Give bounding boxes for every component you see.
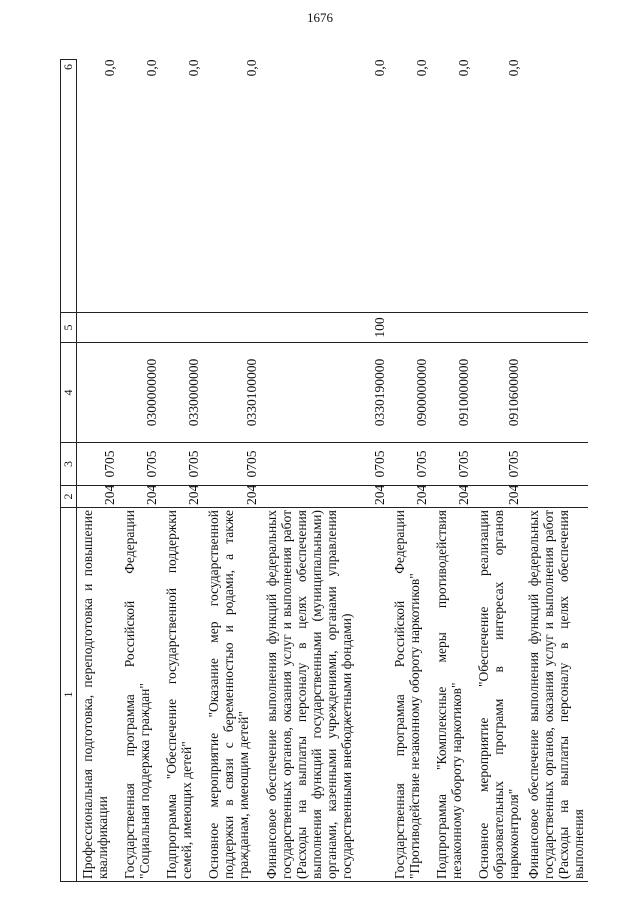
section-code-cell: 0705 bbox=[431, 443, 473, 486]
target-article-cell: 0900000000 bbox=[389, 343, 431, 443]
section-code-cell: 0705 bbox=[119, 443, 161, 486]
table-row bbox=[473, 60, 523, 882]
row-name-cell: Основное мероприятие "Обеспечение реализации образовательных программ в интересах органов наркоконтроля" bbox=[473, 508, 523, 882]
column-header: 3 bbox=[61, 443, 77, 486]
section-code-cell: 0705 bbox=[473, 443, 523, 486]
amount-cell: 0,0 bbox=[473, 60, 523, 313]
target-article-cell: 0330100000 bbox=[203, 343, 261, 443]
section-code-cell: 0705 bbox=[77, 443, 119, 486]
column-header: 5 bbox=[61, 313, 77, 343]
column-header: 2 bbox=[61, 486, 77, 508]
table-body bbox=[77, 60, 588, 882]
expense-type-cell bbox=[161, 313, 203, 343]
admin-code-cell: 204 bbox=[203, 486, 261, 508]
table-row bbox=[431, 60, 473, 882]
table-row bbox=[261, 60, 389, 882]
section-code-cell: 0705 bbox=[161, 443, 203, 486]
section-code-cell: 0705 bbox=[389, 443, 431, 486]
table-row bbox=[523, 60, 588, 882]
rotated-page-content bbox=[60, 60, 612, 882]
column-header: 6 bbox=[61, 60, 77, 313]
table-header-row bbox=[61, 60, 77, 882]
expense-type-cell: 100 bbox=[261, 313, 389, 343]
amount-cell: 0,0 bbox=[77, 60, 119, 313]
amount-cell: 0,0 bbox=[161, 60, 203, 313]
expense-type-cell bbox=[431, 313, 473, 343]
expense-type-cell bbox=[473, 313, 523, 343]
target-article-cell: 0910600000 bbox=[473, 343, 523, 443]
page-number: 1676 bbox=[307, 10, 333, 25]
target-article-cell: 0300000000 bbox=[119, 343, 161, 443]
row-name-cell: Профессиональная подготовка, переподготовка и повышение квалификации bbox=[77, 508, 119, 882]
amount-cell: 0,0 bbox=[119, 60, 161, 313]
section-code-cell: 0705 bbox=[203, 443, 261, 486]
admin-code-cell: 204 bbox=[119, 486, 161, 508]
row-name-cell: Подпрограмма "Обеспечение государственной поддержки семей, имеющих детей" bbox=[161, 508, 203, 882]
table-row bbox=[389, 60, 431, 882]
admin-code-cell: 204 bbox=[261, 486, 389, 508]
row-name-cell: Подпрограмма "Комплексные меры противодействия незаконному обороту наркотиков" bbox=[431, 508, 473, 882]
amount-cell: 0,0 bbox=[261, 60, 389, 313]
expense-type-cell bbox=[77, 313, 119, 343]
row-name-cell: Государственная программа Российской Федерации "Социальная поддержка граждан" bbox=[119, 508, 161, 882]
expense-type-cell bbox=[119, 313, 161, 343]
expense-type-cell bbox=[203, 313, 261, 343]
admin-code-cell: 204 bbox=[389, 486, 431, 508]
admin-code-cell: 204 bbox=[77, 486, 119, 508]
admin-code-cell bbox=[523, 486, 588, 508]
budget-table bbox=[60, 59, 588, 882]
table-row bbox=[119, 60, 161, 882]
row-name-cell: Финансовое обеспечение выполнения функций федеральных государственных органов, оказания услуг и выполнения работ (Расходы на выплаты персоналу в целях обеспечения выполнения bbox=[523, 508, 588, 882]
row-name-cell: Государственная программа Российской Федерации "Противодействие незаконному обороту наркотиков" bbox=[389, 508, 431, 882]
admin-code-cell: 204 bbox=[161, 486, 203, 508]
column-header: 4 bbox=[61, 343, 77, 443]
target-article-cell: 0330190000 bbox=[261, 343, 389, 443]
amount-cell: 0,0 bbox=[389, 60, 431, 313]
section-code-cell: 0705 bbox=[261, 443, 389, 486]
expense-type-cell bbox=[523, 313, 588, 343]
target-article-cell bbox=[523, 343, 588, 443]
target-article-cell: 0330000000 bbox=[161, 343, 203, 443]
expense-type-cell bbox=[389, 313, 431, 343]
row-name-cell: Основное мероприятие "Оказание мер государственной поддержки в связи с беременностью и родами, а также гражданам, имеющим детей" bbox=[203, 508, 261, 882]
admin-code-cell: 204 bbox=[431, 486, 473, 508]
table-row bbox=[203, 60, 261, 882]
target-article-cell: 0910000000 bbox=[431, 343, 473, 443]
column-header: 1 bbox=[61, 508, 77, 882]
row-name-cell: Финансовое обеспечение выполнения функций федеральных государственных органов, оказания услуг и выполнения работ (Расходы на выплаты персоналу в целях обеспечения выполнения функций государственными (муниципальными) органами, казенными учреждениями, органами управления государственными внебюджетными фондами) bbox=[261, 508, 389, 882]
amount-cell: 0,0 bbox=[203, 60, 261, 313]
target-article-cell bbox=[77, 343, 119, 443]
table-row bbox=[77, 60, 119, 882]
section-code-cell bbox=[523, 443, 588, 486]
admin-code-cell: 204 bbox=[473, 486, 523, 508]
table-row bbox=[161, 60, 203, 882]
amount-cell: 0,0 bbox=[431, 60, 473, 313]
amount-cell bbox=[523, 60, 588, 313]
